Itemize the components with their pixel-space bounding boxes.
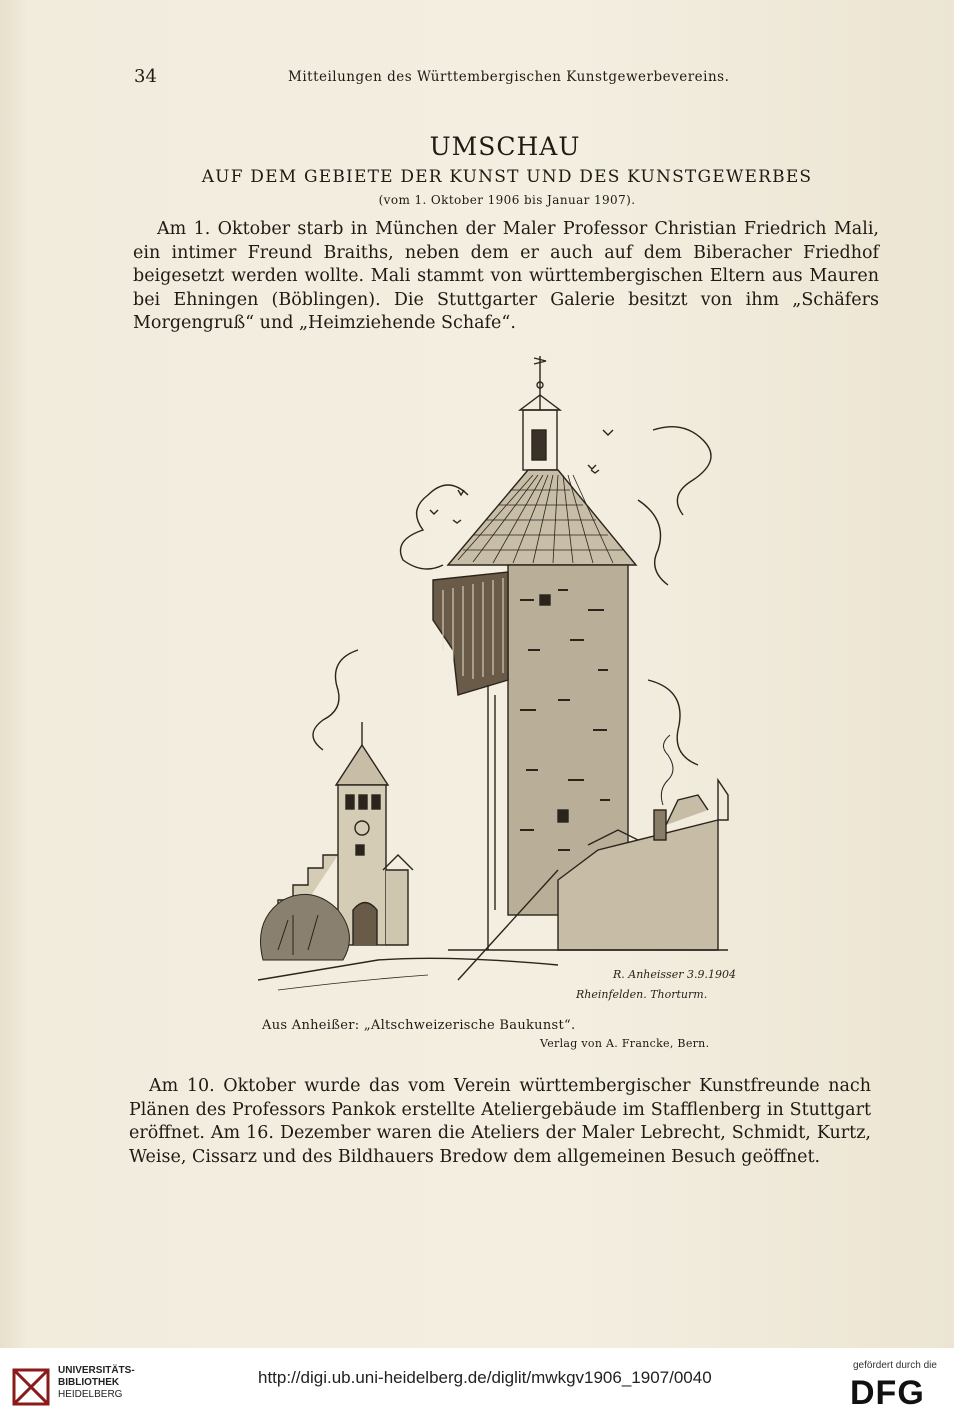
library-logo-icon: [10, 1366, 52, 1408]
figure-publisher: Verlag von A. Francke, Bern.: [540, 1037, 710, 1050]
tower-illustration: [258, 350, 738, 1010]
figure-caption: Aus Anheißer: „Altschweizerische Baukunst“.: [262, 1018, 576, 1033]
article-subtitle: AUF DEM GEBIETE DER KUNST UND DES KUNSTGEWERBES: [201, 167, 813, 187]
svg-text:Rheinfelden. Thorturm.: Rheinfelden. Thorturm.: [576, 988, 708, 1001]
library-name: UNIVERSITÄTS- BIBLIOTHEK HEIDELBERG: [58, 1365, 135, 1400]
article-date-range: (vom 1. Oktober 1906 bis Januar 1907).: [378, 193, 636, 207]
funded-by-label: gefördert durch die: [853, 1360, 937, 1371]
svg-text:R. Anheisser 3.9.1904: R. Anheisser 3.9.1904: [613, 968, 736, 981]
article-title: UMSCHAU: [429, 132, 581, 161]
dfg-logo: DFG: [850, 1374, 925, 1412]
running-title: Mitteilungen des Württembergischen Kunstgewerbevereins.: [288, 69, 730, 85]
page-number: 34: [134, 66, 157, 87]
permalink-url[interactable]: http://digi.ub.uni-heidelberg.de/diglit/mwkgv1906_1907/0040: [258, 1368, 712, 1387]
page-header: [0, 66, 954, 92]
digitization-footer: [0, 1348, 954, 1421]
paragraph-atelier: Am 10. Oktober wurde das vom Verein württembergischer Kunstfreunde nach Plänen des Professors Pankok erstellte Ateliergebäude im Stafflenberg in Stuttgart eröffnet. Am 16. Dezember waren die Ateliers der Maler Lebrecht, Schmidt, Kurtz, Weise, Cissarz und des Bildhauers Bredow dem allgemeinen Besuch geöffnet.: [129, 1076, 871, 1167]
paragraph-mali: Am 1. Oktober starb in München der Maler Professor Christian Friedrich Mali, ein intimer Freund Braiths, neben dem er auch auf dem Biberacher Friedhof beigesetzt werden wollte. Mali stammt von württembergischen Eltern aus Mauren bei Ehningen (Böblingen). Die Stuttgarter Galerie besitzt von ihm „Schäfers Morgengruß“ und „Heimziehende Schafe“.: [133, 219, 879, 333]
